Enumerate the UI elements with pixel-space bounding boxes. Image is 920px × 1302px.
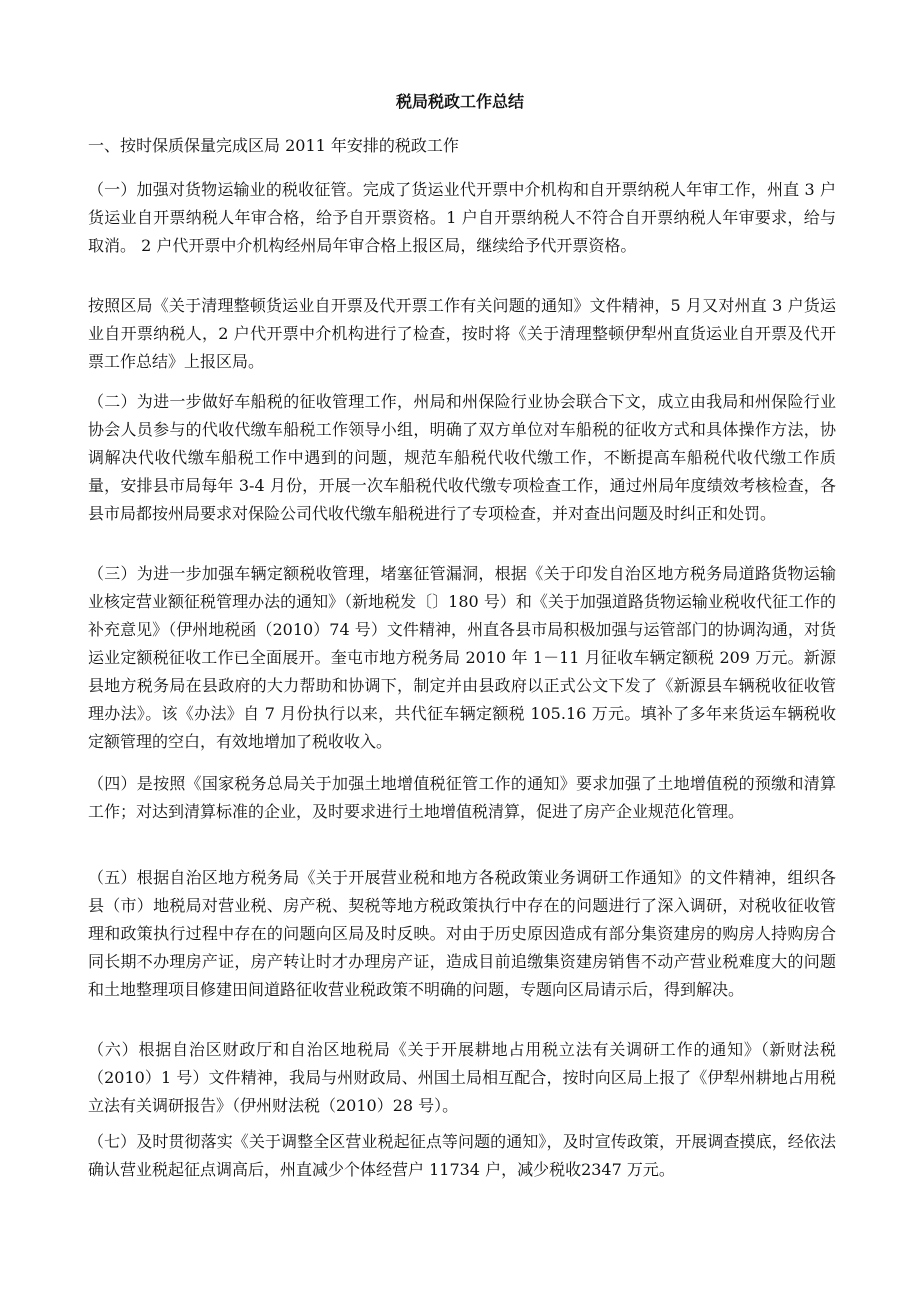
paragraph-2: 按照区局《关于清理整顿货运业自开票及代开票工作有关问题的通知》文件精神，5 月又对州直 3 户货运业自开票纳税人，2 户代开票中介机构进行了检查，按时将《关于清理整顿伊犁州直货运业自开票及代开票工作总结》上报区局。	[88, 296, 836, 371]
paragraph-3: （二）为进一步做好车船税的征收管理工作，州局和州保险行业协会联合下文，成立由我局和州保险行业协会人员参与的代收代缴车船税工作领导小组，明确了双方单位对车船税的征收方式和具体操作方法，协调解决代收代缴车船税工作中遇到的问题，规范车船税代收代缴工作，不断提高车船税代收代缴工作质量，安排县市局每年 3-4 月份，开展一次车船税代收代缴专项检查工作，通过州局年度绩效考核检查，各县市局都按州局要求对保险公司代收代缴车船税进行了专项检查，并对查出问题及时纠正和处罚。	[88, 392, 836, 523]
paragraph-5: （四）是按照《国家税务总局关于加强土地增值税征管工作的通知》要求加强了土地增值税的预缴和清算工作；对达到清算标准的企业，及时要求进行土地增值税清算，促进了房产企业规范化管理。	[88, 774, 836, 821]
paragraph-1: （一）加强对货物运输业的税收征管。完成了货运业代开票中介机构和自开票纳税人年审工作，州直 3 户货运业自开票纳税人年审合格，给予自开票资格。1 户自开票纳税人不符合自开票纳税人年审要求，给与取消。 2 户代开票中介机构经州局年审合格上报区局，继续给予代开票资格。	[88, 180, 836, 255]
paragraph-6: （五）根据自治区地方税务局《关于开展营业税和地方各税政策业务调研工作通知》的文件精神，组织各县（市）地税局对营业税、房产税、契税等地方税政策执行中存在的问题进行了深入调研，对税收征收管理和政策执行过程中存在的问题向区局及时反映。对由于历史原因造成有部分集资建房的购房人持购房合同长期不办理房产证，房产转让时才办理房产证，造成目前追缴集资建房销售不动产营业税难度大的问题和土地整理项目修建田间道路征收营业税政策不明确的问题，专题向区局请示后，得到解决。	[88, 868, 836, 999]
paragraph-7: （六）根据自治区财政厅和自治区地税局《关于开展耕地占用税立法有关调研工作的通知》（新财法税（2010）1 号）文件精神，我局与州财政局、州国土局相互配合，按时向区局上报了《伊犁州耕地占用税立法有关调研报告》（伊州财法税（2010）28 号）。	[88, 1040, 836, 1115]
section-heading: 一、按时保质保量完成区局 2011 年安排的税政工作	[88, 136, 459, 155]
paragraph-8: （七）及时贯彻落实《关于调整全区营业税起征点等问题的通知》，及时宣传政策，开展调查摸底，经依法确认营业税起征点调高后，州直减少个体经营户 11734 户，减少税收2347 万元。	[88, 1132, 836, 1179]
paragraph-4: （三）为进一步加强车辆定额税收管理，堵塞征管漏洞，根据《关于印发自治区地方税务局道路货物运输业核定营业额征税管理办法的通知》（新地税发〔〕180 号）和《关于加强道路货物运输业税收代征工作的补充意见》（伊州地税函（2010）74 号）文件精神，州直各县市局积极加强与运管部门的协调沟通，对货运业定额税征收工作已全面展开。奎屯市地方税务局 2010 年 1－11 月征收车辆定额税 209 万元。新源县地方税务局在县政府的大力帮助和协调下，制定并由县政府以正式公文下发了《新源县车辆税收征收管理办法》。该《办法》自 7 月份执行以来，共代征车辆定额税 105.16 万元。填补了多年来货运车辆税收定额管理的空白，有效地增加了税收收入。	[88, 564, 836, 751]
document-title: 税局税政工作总结	[395, 92, 524, 111]
